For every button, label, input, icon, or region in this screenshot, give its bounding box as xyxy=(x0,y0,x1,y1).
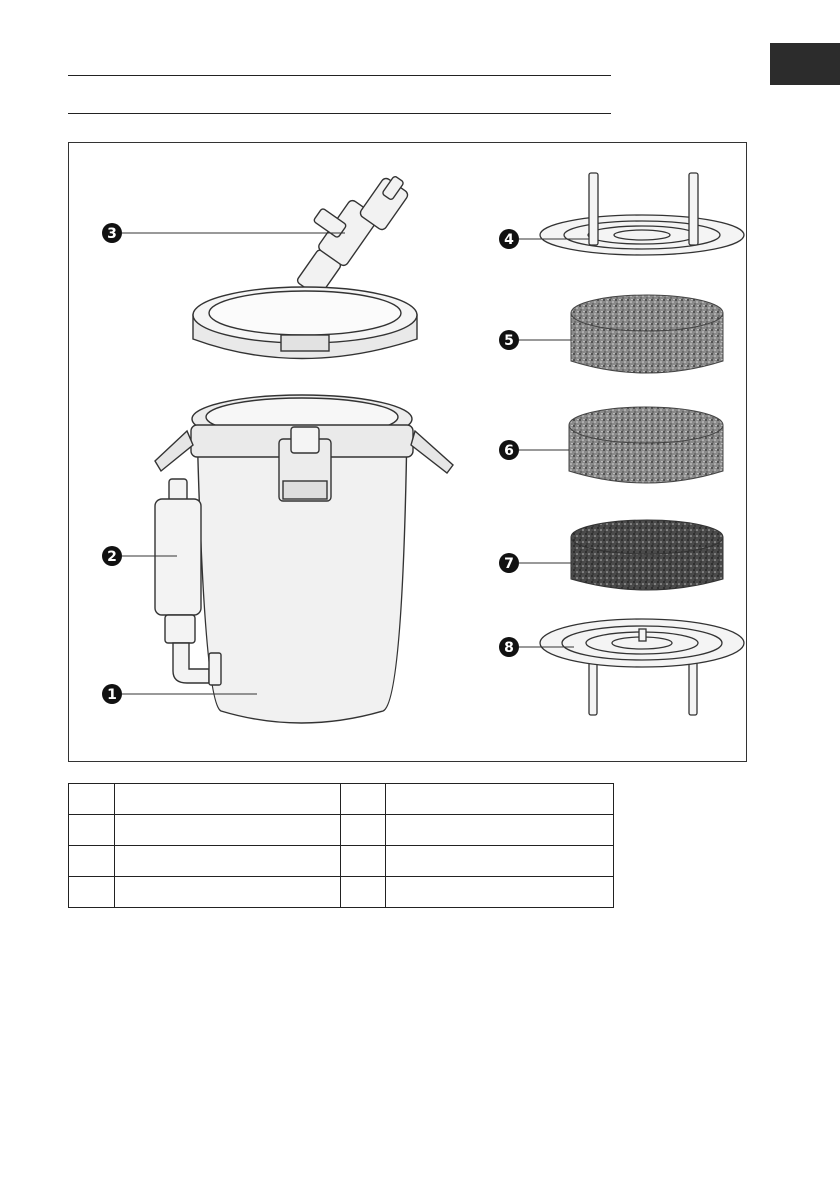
language-tab xyxy=(770,43,840,85)
table-cell xyxy=(115,815,341,846)
top-media-tray-drawing xyxy=(540,173,744,255)
table-cell xyxy=(115,877,341,908)
table-cell xyxy=(386,784,614,815)
callout-number-2: 2 xyxy=(107,549,117,565)
table-cell xyxy=(69,877,115,908)
bottom-media-tray-drawing xyxy=(540,619,744,715)
callout-number-1: 1 xyxy=(107,687,117,703)
callout-badge-6 xyxy=(499,440,519,460)
callout-number-8: 8 xyxy=(504,640,514,656)
table-cell xyxy=(115,784,341,815)
table-row xyxy=(69,815,614,846)
callout-badge-8 xyxy=(499,637,519,657)
canister-lid-drawing xyxy=(193,287,417,359)
callout-badge-7 xyxy=(499,553,519,573)
table-cell xyxy=(386,815,614,846)
callout-badge-3 xyxy=(102,223,122,243)
callout-number-3: 3 xyxy=(107,226,117,242)
callout-number-5: 5 xyxy=(504,333,514,349)
table-row xyxy=(69,784,614,815)
parts-list-table xyxy=(68,783,614,908)
callout-number-6: 6 xyxy=(504,443,514,459)
callout-badge-1 xyxy=(102,684,122,704)
table-cell xyxy=(341,815,386,846)
table-cell xyxy=(341,784,386,815)
callout-badge-5 xyxy=(499,330,519,350)
table-cell xyxy=(69,815,115,846)
table-cell xyxy=(69,784,115,815)
table-cell xyxy=(386,877,614,908)
product-parts-figure xyxy=(68,142,747,762)
callout-badge-4 xyxy=(499,229,519,249)
table-row xyxy=(69,846,614,877)
callout-number-4: 4 xyxy=(504,232,514,248)
table-cell xyxy=(341,846,386,877)
parts-illustration xyxy=(69,143,747,762)
table-cell xyxy=(386,846,614,877)
callout-badge-2 xyxy=(102,546,122,566)
filter-sponge-5-drawing xyxy=(571,295,723,373)
table-row xyxy=(69,877,614,908)
outlet-valve-drawing xyxy=(288,176,409,303)
header-rule-bottom xyxy=(68,113,611,114)
table-cell xyxy=(69,846,115,877)
table-cell xyxy=(115,846,341,877)
callout-number-7: 7 xyxy=(504,556,514,572)
filter-sponge-6-drawing xyxy=(569,407,723,483)
header-rule-top xyxy=(68,75,611,76)
filter-sponge-7-drawing xyxy=(571,520,723,590)
table-cell xyxy=(341,877,386,908)
